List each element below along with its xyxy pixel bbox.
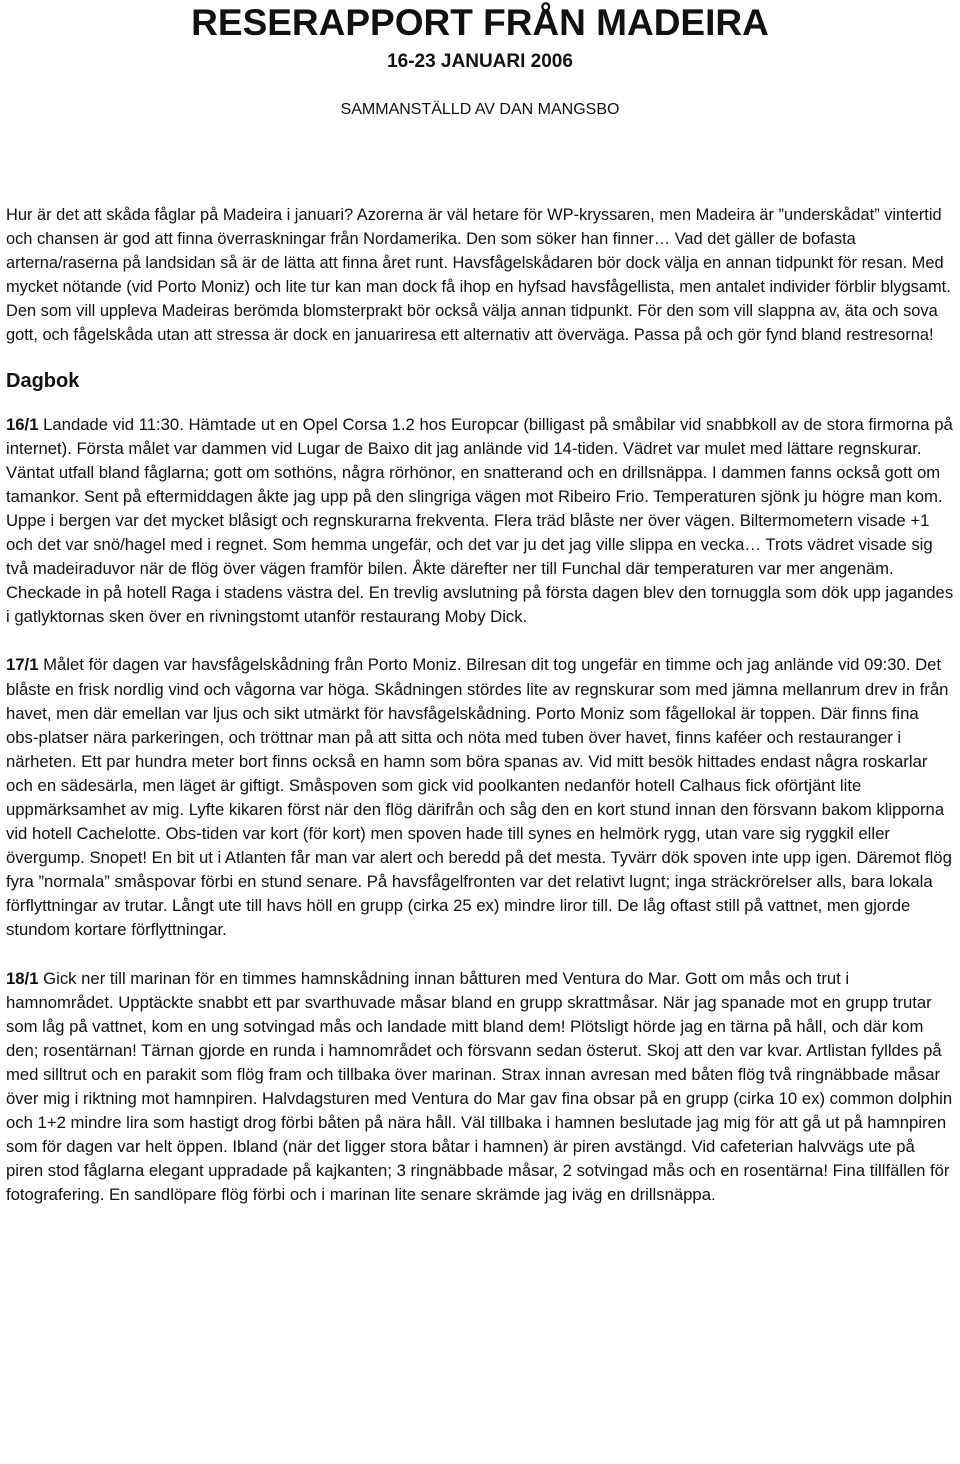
entry-date: 16/1: [6, 414, 39, 434]
entry-text: Målet för dagen var havsfågelskådning från Porto Moniz. Bilresan dit tog ungefär en timme och jag anlände vid 09:30. Det blåste en frisk nordlig vind och vågorna var höga. Skådningen stördes lite av regnskurar som med jämna mellanrum drev in från havet, men där emellan var ljus och sikt utmärkt för havsfågelskådning. Porto Moniz som fågellokal är toppen. Där finns fina obs-platser nära parkeringen, och tröttnar man på att sitta och nöta med tuben över havet, finns kaféer och restauranger i närheten. Ett par hundra meter bort finns också en hamn som böra spanas av. Vid mitt besök hittades endast några roskarlar och en sädesärla, men läget är giftigt. Småspoven som gick vid poolkanten nedanför hotell Calhaus fick oförtjänt lite uppmärksamhet av mig. Lyfte kikaren först när den flög därifrån och såg den en kort stund innan den försvann bakom klipporna vid hotell Cachelotte. Obs-tiden var kort (för kort) men spoven hade till synes en helmörk rygg, utan vare sig ryggkil eller övergump. Snopet! En bit ut i Atlanten får man var alert och beredd på det mesta. Tyvärr dök spoven inte upp igen. Däremot flög fyra ”normala” småspovar förbi en stund senare. På havsfågelfronten var det relativt lugnt; inga sträckrörelser alls, bara lokala förflyttningar av trutar. Långt ute till havs höll en grupp (cirka 25 ex) mindre liror till. De låg oftast still på vattnet, men gjorde stundom kortare förflyttningar.: [6, 655, 952, 940]
entry-text: Landade vid 11:30. Hämtade ut en Opel Corsa 1.2 hos Europcar (billigast på småbilar vid snabbkoll av de stora firmorna på internet). Första målet var dammen vid Lugar de Baixo dit jag anlände vid 14-tiden. Vädret var mulet med lättare regnskurar. Väntat utfall bland fåglarna; gott om sothöns, några rörhönor, en snatterand och en drillsnäppa. I dammen fanns också gott om tamankor. Sent på eftermiddagen åkte jag upp på den slingriga vägen mot Ribeiro Frio. Temperaturen sjönk ju högre man kom. Uppe i bergen var det mycket blåsigt och regnskurarna frekventa. Flera träd blåste ner över vägen. Biltermometern visade +1 och det var snö/hagel med i regnet. Som hemma ungefär, och det var ju det jag ville slippa en vecka… Trots vädret visade sig två madeiraduvor när de flög över vägen framför bilen. Åkte därefter ner till Funchal där temperaturen var mer angenäm. Checkade in på hotell Raga i stadens västra del. En trevlig avslutning på första dagen blev den tornuggla som dök upp jagandes i gatlyktornas sken över en rivningstomt utanför restaurang Moby Dick.: [6, 414, 954, 627]
author-line: SAMMANSTÄLLD AV DAN MANGSBO: [340, 101, 620, 118]
date-range: 16-23 JANUARI 2006: [387, 51, 573, 72]
diary-heading: Dagbok: [6, 369, 80, 392]
page-title: RESERAPPORT FRÅN MADEIRA: [191, 2, 769, 43]
intro-paragraph: Hur är det att skåda fåglar på Madeira i januari? Azorerna är väl hetare för WP-kryssaren, men Madeira är ”underskådat” vintertid och chansen är god att finna överraskningar från Nordamerika. Den som söker han finner… Vad det gäller de bofasta arterna/raserna på landsidan så är de lätta att finna året runt. Havsfågelskådaren bör dock välja en annan tidpunkt för resan. Med mycket nötande (vid Porto Moniz) och lite tur kan man dock få ihop en hyfsad havsfågellista, men antalet individer förblir blygsamt. Den som vill uppleva Madeiras berömda blomsterprakt bör också välja annan tidpunkt. För den som vill slappna av, äta och sova gott, och fågelskåda utan att stressa är dock en januariresa ett alternativ att överväga. Passa på och gör fynd bland restresorna!: [6, 206, 951, 345]
entry-date: 17/1: [6, 655, 39, 675]
diary-entry: [6, 967, 954, 1208]
diary-entry: [6, 653, 954, 942]
entry-text: Gick ner till marinan för en timmes hamnskådning innan båtturen med Ventura do Mar. Gott om mås och trut i hamnområdet. Upptäckte snabbt ett par svarthuvade måsar bland en grupp skrattmåsar. När jag spanade mot en grupp trutar som låg på vattnet, kom en ung sotvingad mås och landade mitt bland dem! Plötsligt hörde jag en tärna på håll, och där kom den; rosentärnan! Tärnan gjorde en runda i hamnområdet och försvann sedan österut. Skoj att den var kvar. Artlistan fylldes på med silltrut och en parakit som flög fram och tillbaka över marinan. Strax innan avresan med båten flög två ringnäbbade måsar över mig i riktning mot hamnpiren. Halvdagsturen med Ventura do Mar gav fina obsar på en grupp (cirka 10 ex) common dolphin och 1+2 mindre lira som hastigt drog förbi båten på nära håll. Väl tillbaka i hamnen beslutade jag mig för att gå ut på hamnpiren som för dagen var helt öppen. Ibland (när det ligger stora båtar i hamnen) är piren avstängd. Vid cafeterian halvvägs ute på piren stod fåglarna elegant uppradade på kajkanten; 3 ringnäbbade måsar, 2 sotvingad mås och en rosentärna! Fina tillfällen för fotografering. En sandlöpare flög förbi och i marinan lite senare skrämde jag iväg en drillsnäppa.: [6, 968, 953, 1205]
entry-date: 18/1: [6, 968, 39, 988]
diary-entry: [6, 413, 954, 630]
